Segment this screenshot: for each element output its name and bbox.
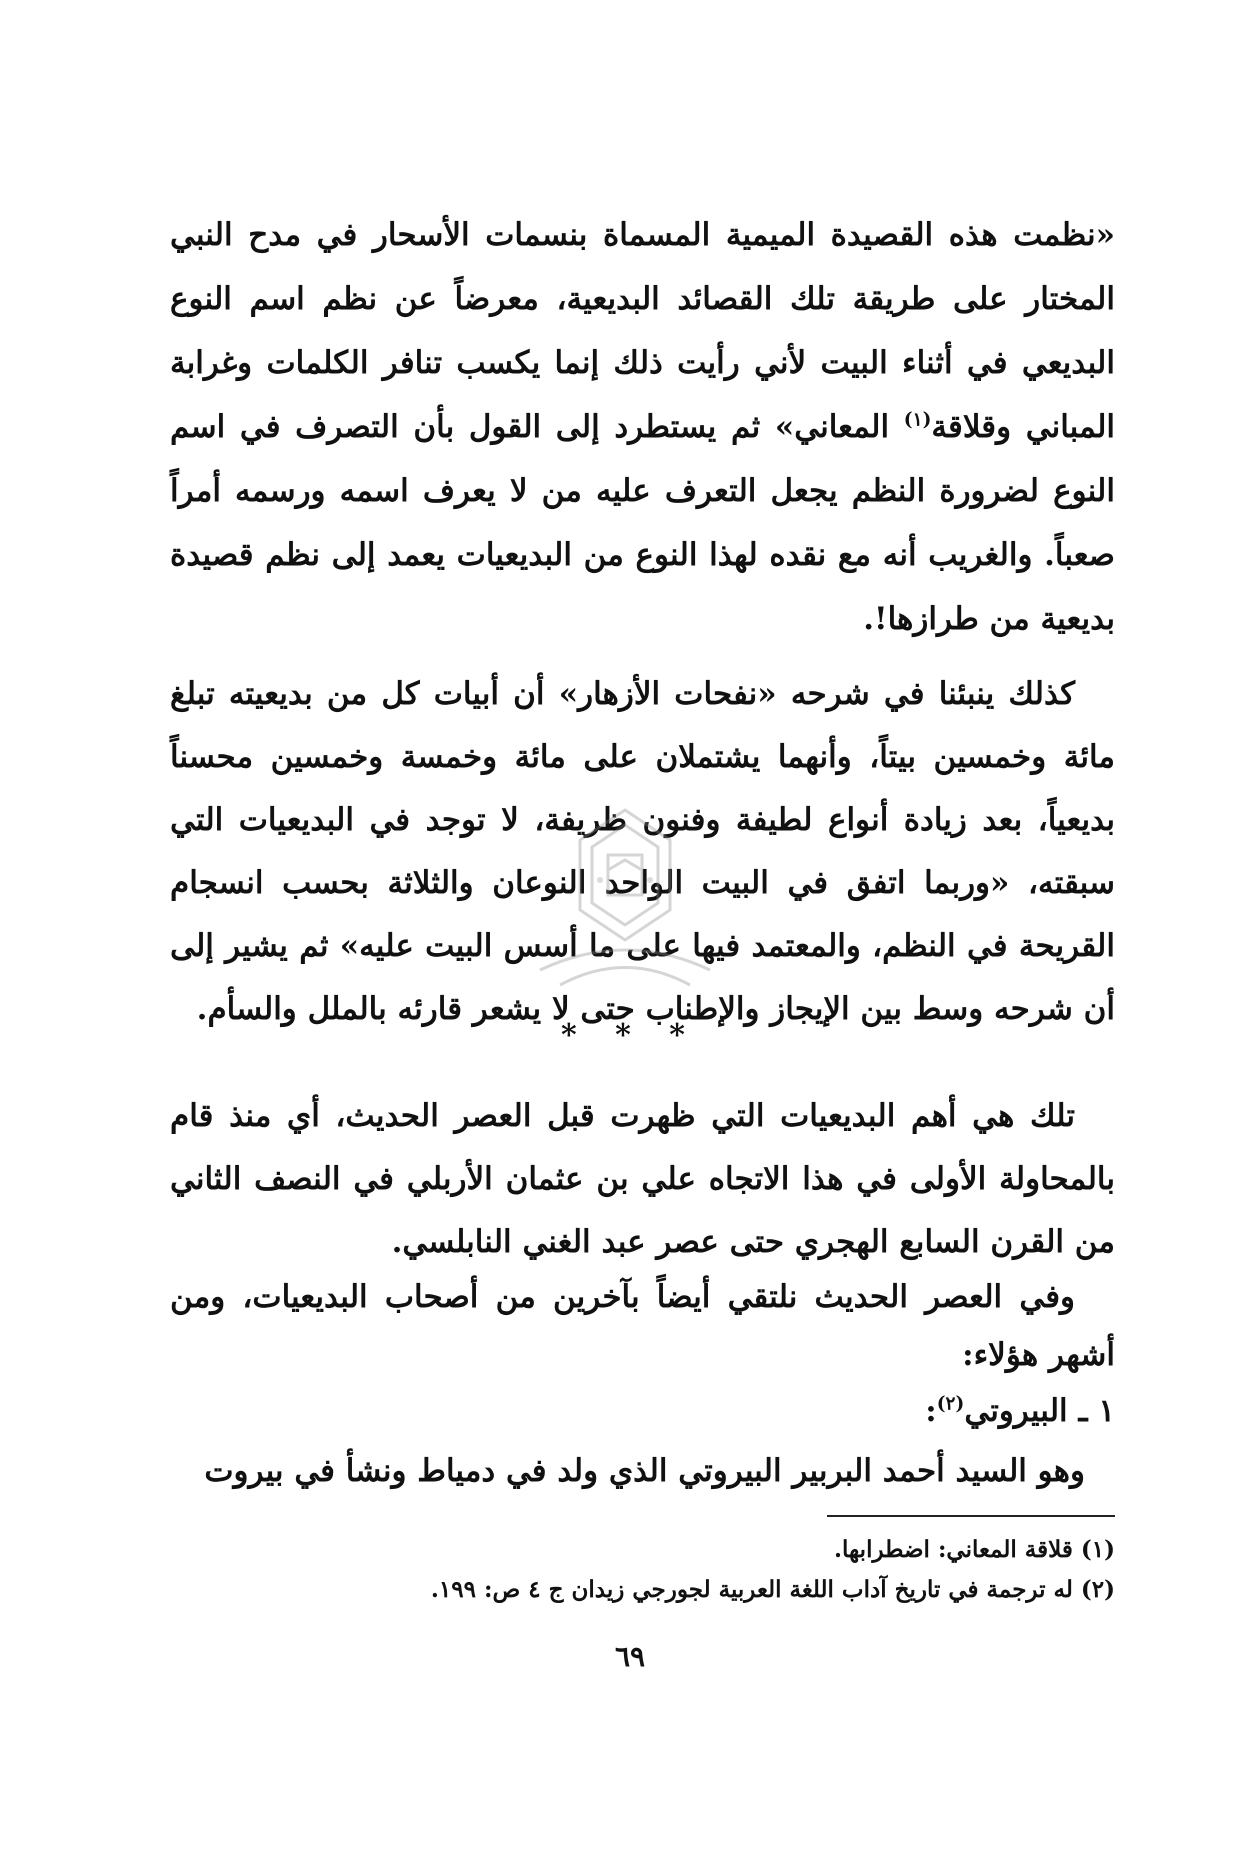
list-item-heading [170, 1381, 1115, 1441]
list-item-heading-text: ١ ـ البيروتي [964, 1393, 1115, 1429]
paragraph-5 [170, 1441, 1115, 1501]
footnote-marker-2[interactable]: (٢) [936, 1393, 965, 1415]
paragraph-3 [170, 1085, 1115, 1274]
list-item-heading-colon: : [925, 1393, 937, 1429]
footnotes [170, 1530, 1115, 1610]
paragraph-1 [170, 203, 1115, 651]
section-separator: * * * [561, 1018, 699, 1053]
footnote-2: (٢) له ترجمة في تاريخ آداب اللغة العربية لجورجي زيدان ج ٤ ص: ١٩٩. [430, 1576, 1115, 1603]
footnote-divider [827, 1515, 1115, 1517]
footnote-marker-1[interactable]: (١) [903, 409, 932, 431]
page-number: ٦٩ [614, 1640, 646, 1673]
paragraph-2-text: كذلك ينبئنا في شرحه «نفحات الأزهار» أن أبيات كل من بديعيته تبلغ مائة وخمسين بيتاً، وأنهما يشتملان على مائة وخمسة وخمسين محسناً بديعياً، بعد زيادة أنواع لطيفة وفنون ظريفة، لا توجد في البديعيات التي سبقته، «وربما اتفق في البيت الواحد النوعان والثلاثة بحسب انسجام القريحة في النظم، والمعتمد فيها على ما أسس البيت عليه» ثم يشير إلى أن شرحه وسط بين الإيجاز والإطناب حتى لا يشعر قارئه بالملل والسأم. [170, 676, 1115, 1027]
paragraph-3-text: تلك هي أهم البديعيات التي ظهرت قبل العصر الحديث، أي منذ قام بالمحاولة الأولى في هذا الاتجاه علي بن عثمان الأربلي في النصف الثاني من القرن السابع الهجري حتى عصر عبد الغني النابلسي. [170, 1098, 1115, 1260]
paragraph-1-continuation: المعاني» ثم يستطرد إلى القول بأن التصرف في اسم النوع لضرورة النظم يجعل التعرف عليه من لا يعرف اسمه ورسمه أمراً صعباً. والغريب أنه مع نقده لهذا النوع من البديعيات يعمد إلى نظم قصيدة بديعية من طرازها!. [170, 409, 1115, 637]
paragraph-4 [170, 1268, 1115, 1384]
paragraph-1-text: «نظمت هذه القصيدة الميمية المسماة بنسمات الأسحار في مدح النبي المختار على طريقة تلك القصائد البديعية، معرضاً عن نظم اسم النوع البديعي في أثناء البيت لأني رأيت ذلك إنما يكسب تنافر الكلمات وغرابة المباني وقلاقة [170, 217, 1115, 445]
watermark-seal-icon [500, 800, 750, 1000]
paragraph-5-text: وهو السيد أحمد البربير البيروتي الذي ولد في دمياط ونشأ في بيروت [204, 1453, 1085, 1489]
footnote-1: (١) قلاقة المعاني: اضطرابها. [834, 1536, 1115, 1563]
paragraph-4-text: وفي العصر الحديث نلتقي أيضاً بآخرين من أصحاب البديعيات، ومن أشهر هؤلاء: [170, 1279, 1115, 1373]
